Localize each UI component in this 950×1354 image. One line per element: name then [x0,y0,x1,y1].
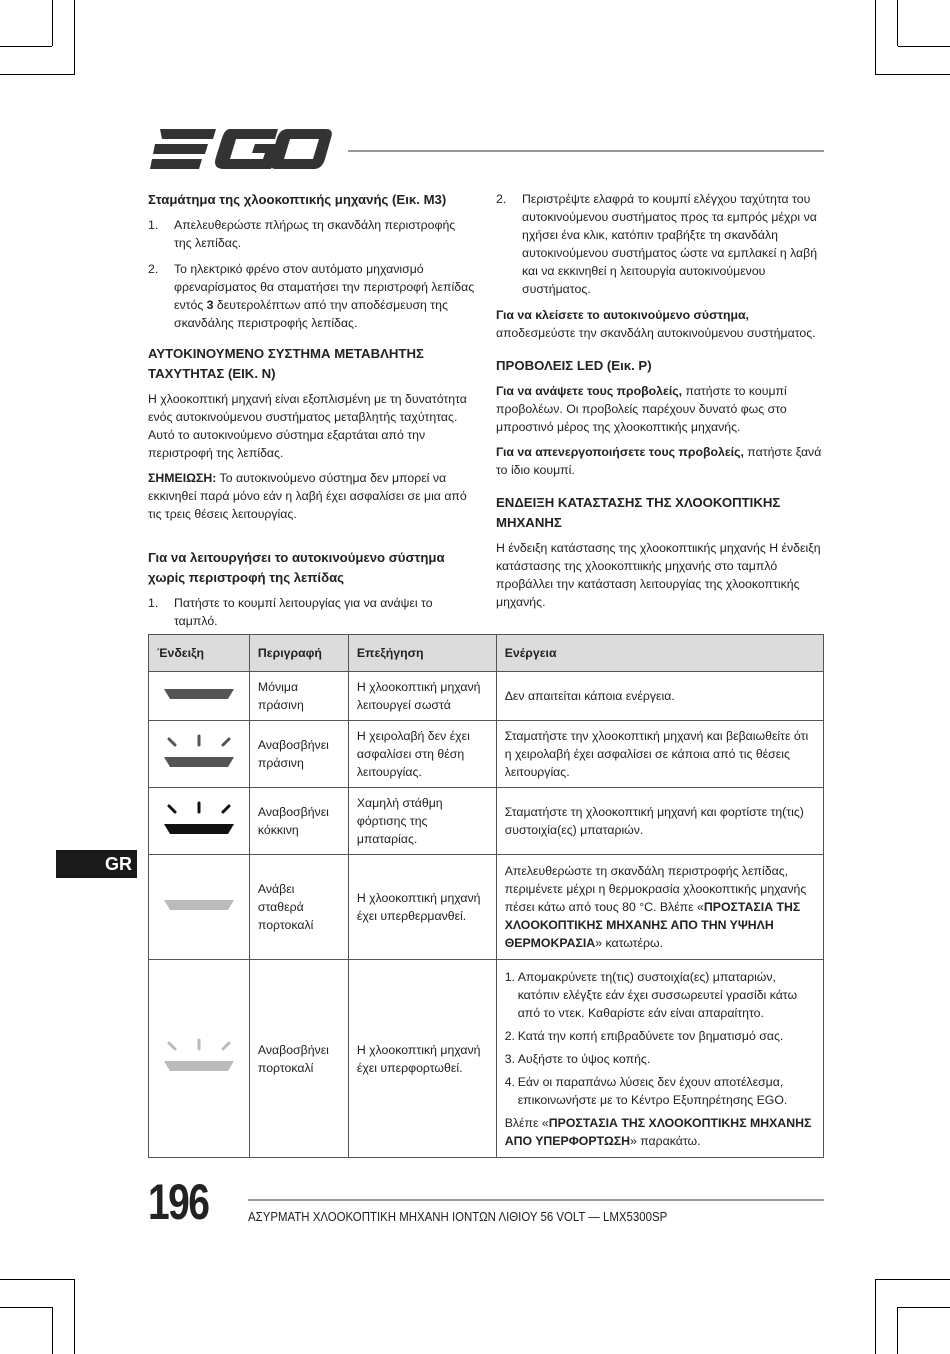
table-row [149,721,824,788]
indicator-cell [149,855,250,960]
list-item: 2. Περιστρέψτε ελαφρά το κουμπί ελέγχου ταχύτητα του αυτοκινούμενου συστήματος προς τα εμπρός μέχρι να ηχήσει ένα κλικ, κατόπιν τραβήξτε τη σκανδάλη αυτοκινούμενου συστήματος ώστε να εμπλακεί η λαβή και να εκκινηθεί η λειτουργία αυτοκινούμενου συστήματος. [496,192,818,296]
blinking-status-bar-icon [164,733,234,771]
no-blade-steps [148,594,476,630]
list-item: 2. Κατά την κοπή επιβραδύνετε τον βηματισμό σας. [504,1028,784,1043]
explanation-cell: Χαμηλή στάθμη φόρτισης της μπαταρίας. [348,788,496,855]
crop-mark [0,1307,52,1308]
crop-mark [74,1279,75,1354]
list-item: 3. Αυξήστε το ύψος κοπής. [504,1051,651,1066]
action-cell: Δεν απαιτείται κάποια ενέργεια. [496,672,823,721]
crop-mark [0,74,75,75]
list-item: 1. Πατήστε το κουμπί λειτουργίας για να ανάψει το ταμπλό. [148,596,433,628]
note: ΣΗΜΕΙΩΣΗ: Το αυτοκινούμενο σύστημα δεν μπορεί να εκκινηθεί παρά μόνο εάν η λαβή έχει ασφαλίσει σε μια από τις τρεις θέσεις λειτουργίας. [148,471,467,521]
footer-rule [248,1199,824,1201]
paragraph: Η χλοοκοπτική μηχανή είναι εξοπλισμένη με τη δυνατότητα ενός αυτοκινούμενου συστήματος μεταβλητής ταχύτητας. Αυτό το αυτοκινούμενο σύστημα εξαρτάται από την περιστροφή της λεπίδας. [148,392,467,460]
table-row [149,960,824,1158]
action-cell: Σταματήστε τη χλοοκοπτική μηχανή και φορτίστε τη(τις) συστοιχία(ες) μπαταριών. [496,788,823,855]
crop-mark [898,46,950,47]
header-action: Ενέργεια [496,635,823,672]
paragraph: Για να κλείσετε το αυτοκινούμενο σύστημα, αποδεσμεύστε την σκανδάλη αυτοκινούμενου συστήματος. [496,308,816,340]
section-title-stopping: Σταμάτημα της χλοοκοπτικής μηχανής (Εικ. M3) [148,192,447,207]
right-column [496,190,826,618]
footer-title: ΑΣΥΡΜΑΤΗ ΧΛΟΟΚΟΠΤΙΚΗ ΜΗΧΑΝΗ ΙΟΝΤΩΝ ΛΙΘΙΟΥ 56 VOLT — LMX5300SP [248,1209,668,1224]
crop-mark [74,0,75,75]
list-item: 2. Το ηλεκτρικό φρένο στον αυτόματο μηχανισμό φρεναρίσματος θα σταματήσει την περιστροφή λεπίδας εντός 3 δευτερολέπτων από την αποδέσμευση της σκανδάλης περιστροφής λεπίδας. [148,262,475,330]
ego-logo [150,128,332,170]
list-item: 4. Εάν οι παραπάνω λύσεις δεν έχουν αποτέλεσμα, επικοινωνήστε με το Κέντρο Εξυπηρέτησης EGO. [504,1074,788,1107]
language-tab: GR [56,850,137,878]
indicator-cell [149,960,250,1158]
crop-mark [898,1307,950,1308]
indicator-cell [149,721,250,788]
table-header-row [149,635,824,672]
paragraph: Για να απενεργοποιήσετε τους προβολείς, πατήστε ξανά το ίδιο κουμπί. [496,445,822,477]
stopping-steps [148,216,476,332]
indicator-cell [149,788,250,855]
crop-mark [52,1307,53,1354]
paragraph: Η ένδειξη κατάστασης της χλοοκοπτιικής μηχανής Η ένδειξη κατάστασης της χλοοκοπτιικής μηχανής στο ταμπλό προβάλλει την κατάσταση λειτουργίας της χλοοκοπτικής μηχανής. [496,541,821,609]
indicator-cell [149,672,250,721]
blinking-status-bar-icon [164,1037,234,1075]
status-bar-icon [164,898,234,912]
action-cell: Απελευθερώστε τη σκανδάλη περιστροφής λεπίδας, περιμένετε μέχρι η θερμοκρασία χλοοκοπτικής μηχανής πέσει κάτω από τους 80 °C. Βλέπε «ΠΡΟΣΤΑΣΙΑ ΤΗΣ ΧΛΟΟΚΟΠΤΙΚΗΣ ΜΗΧΑΝΗΣ ΑΠΟ ΤΗΝ ΥΨΗΛΗ ΘΕΡΜΟΚΡΑΣΙΑ» κατωτέρω. [496,855,823,960]
crop-mark [875,74,950,75]
status-bar-icon [164,687,234,701]
crop-mark [875,1279,876,1354]
status-table [148,634,824,1158]
continued-steps [496,190,826,298]
header-description: Περιγραφή [249,635,348,672]
overload-steps [505,968,815,1109]
crop-mark [875,1279,950,1280]
left-column [148,190,476,638]
paragraph: Για να ανάψετε τους προβολείς, πατήστε το κουμπί προβολέων. Οι προβολείς παρέχουν δυνατό φως στο μπροστινό μέρος της χλοοκοπτικής μηχανής. [496,384,787,434]
table-row [149,855,824,960]
table-row [149,672,824,721]
page-number: 196 [148,1174,209,1230]
see-reference: Βλέπε «ΠΡΟΣΤΑΣΙΑ ΤΗΣ ΧΛΟΟΚΟΠΤΙΚΗΣ ΜΗΧΑΝΗΣ ΑΠΟ ΥΠΕΡΦΟΡΤΩΣΗ» παρακάτω. [504,1115,812,1148]
blinking-status-bar-icon [164,800,234,838]
crop-mark [875,0,876,75]
description-cell: Αναβοσβήνει πορτοκαλί [249,960,348,1158]
action-cell [496,960,823,1158]
section-title-self-propelled: ΑΥΤΟΚΙΝΟΥΜΕΝΟ ΣΥΣΤΗΜΑ ΜΕΤΑΒΛΗΤΗΣ ΤΑΧΥΤΗΤΑΣ (ΕΙΚ. N) [148,346,424,381]
explanation-cell: Η χειρολαβή δεν έχει ασφαλίσει στη θέση λειτουργίας. [348,721,496,788]
action-cell: Σταματήστε την χλοοκοπτική μηχανή και βεβαιωθείτε ότι η χειρολαβή έχει ασφαλίσει σε κάποια από τις θέσεις λειτουργίας. [496,721,823,788]
header-rule [348,150,824,152]
explanation-cell: Η χλοοκοπτική μηχανή λειτουργεί σωστά [348,672,496,721]
explanation-cell: Η χλοοκοπτική μηχανή έχει υπερφορτωθεί. [348,960,496,1158]
list-item: 1. Απελευθερώστε πλήρως τη σκανδάλη περιστροφής της λεπίδας. [148,218,456,250]
section-title-led: ΠΡΟΒΟΛΕΙΣ LED (Εικ. P) [496,358,652,373]
crop-mark [897,1307,898,1354]
crop-mark [0,1279,75,1280]
section-title-no-blade: Για να λειτουργήσει το αυτοκινούμενο σύστημα χωρίς περιστροφή της λεπίδας [148,550,445,585]
description-cell: Μόνιμα πράσινη [249,672,348,721]
crop-mark [0,46,52,47]
description-cell: Αναβοσβήνει κόκκινη [249,788,348,855]
list-item: 1. Απομακρύνετε τη(τις) συστοιχία(ες) μπαταριών, κατόπιν ελέγξτε εάν έχει συσσωρευτεί γρασίδι κάτω από το ντεκ. Καθαρίστε εάν είναι απαραίτητο. [504,969,798,1020]
description-cell: Αναβοσβήνει πράσινη [249,721,348,788]
explanation-cell: Η χλοοκοπτική μηχανή έχει υπερθερμανθεί. [348,855,496,960]
table-row [149,788,824,855]
description-cell: Ανάβει σταθερά πορτοκαλί [249,855,348,960]
crop-mark [897,0,898,46]
header-explanation: Επεξήγηση [348,635,496,672]
header-indicator: Ένδειξη [149,635,250,672]
section-title-status: ΕΝΔΕΙΞΗ ΚΑΤΑΣΤΑΣΗΣ ΤΗΣ ΧΛΟΟΚΟΠΤΙΚΗΣ ΜΗΧΑΝΗΣ [496,495,781,530]
crop-mark [52,0,53,46]
